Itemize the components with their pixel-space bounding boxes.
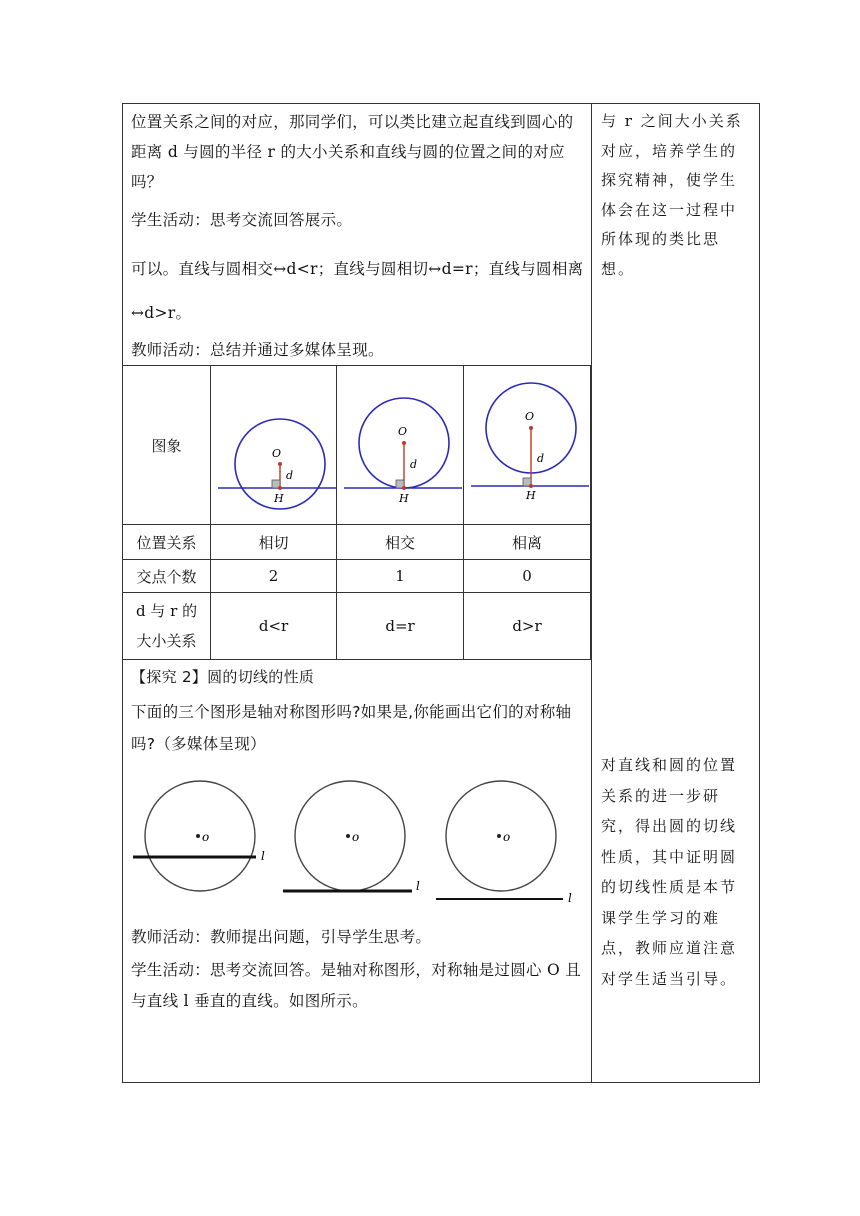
- line-label: l: [568, 891, 572, 905]
- position-comparison-table: [122, 365, 591, 660]
- distance-label: d: [285, 469, 293, 482]
- column-divider: [591, 103, 592, 1083]
- center-point: [346, 834, 350, 838]
- center-label: O: [398, 425, 408, 438]
- student-activity-2: 学生活动：思考交流回答。是轴对称图形，对称轴是过圆心 O 且与直线 l 垂直的直线。如图所示。: [131, 961, 582, 1010]
- relation-cell-3: d>r: [464, 593, 591, 660]
- figure-secant: [133, 781, 265, 891]
- distance-label: d: [537, 452, 545, 465]
- relation-cell-1: d<r: [211, 593, 337, 660]
- tangent-case-figure-3: [465, 368, 589, 518]
- graph-cell-1: [211, 366, 337, 525]
- student-activity-1: 学生活动：思考交流回答展示。: [131, 211, 353, 229]
- foot-label: H: [399, 492, 409, 505]
- foot-point: [278, 486, 282, 490]
- count-cell-2: 1: [337, 560, 464, 593]
- row-header-count: 交点个数: [123, 560, 211, 593]
- row-header-graph: 图象: [123, 366, 211, 525]
- center-label: o: [202, 830, 210, 844]
- foot-point: [402, 486, 406, 490]
- foot-label: H: [526, 489, 536, 502]
- center-point: [196, 834, 200, 838]
- relation-cell-2: d=r: [337, 593, 464, 660]
- center-label: o: [503, 830, 511, 844]
- count-cell-3: 0: [464, 560, 591, 593]
- line-label: l: [261, 849, 265, 863]
- foot-label: H: [273, 492, 284, 505]
- center-label: O: [271, 447, 281, 460]
- line-label: l: [416, 879, 420, 893]
- teacher-activity-1: 教师活动：总结并通过多媒体呈现。: [131, 341, 384, 359]
- center-point: [529, 426, 533, 430]
- side-note-1: 与 r 之间大小关系对应，培养学生的探究精神，使学生体会在这一过程中所体现的类比思想。: [601, 112, 743, 278]
- graph-cell-2: [337, 366, 464, 525]
- position-cell-2: 相交: [337, 525, 464, 560]
- row-header-position: 位置关系: [123, 525, 211, 560]
- section-heading: 【探究 2】圆的切线的性质: [131, 668, 315, 686]
- center-label: O: [525, 410, 535, 423]
- center-label: o: [352, 830, 360, 844]
- position-cell-1: 相切: [211, 525, 337, 560]
- position-cell-3: 相离: [464, 525, 591, 560]
- distance-label: d: [410, 458, 418, 471]
- foot-point: [529, 484, 533, 488]
- center-point: [497, 834, 501, 838]
- side-note-2: 对直线和圆的位置关系的进一步研究，得出圆的切线性质，其中证明圆的切线性质是本节课学生学习的难点，教师应道注意对学生适当引导。: [601, 756, 738, 988]
- teacher-activity-2: 教师活动：教师提出问题，引导学生思考。: [131, 928, 432, 946]
- figure-separate: [436, 781, 572, 905]
- intro-paragraph: 位置关系之间的对应，那同学们，可以类比建立起直线到圆心的距离 d 与圆的半径 r 的大小关系和直线与圆的位置之间的对应吗？: [131, 113, 574, 191]
- figure-tangent: [283, 781, 420, 893]
- graph-cell-3: [464, 366, 591, 525]
- center-point: [402, 441, 406, 445]
- row-header-relation: d 与 r 的大小关系: [123, 593, 211, 660]
- count-cell-1: 2: [211, 560, 337, 593]
- symmetry-figures: [128, 778, 588, 908]
- answer-paragraph: 可以。直线与圆相交↔d<r；直线与圆相切↔d=r；直线与圆相离↔d>r。: [131, 260, 584, 322]
- center-point: [278, 462, 282, 466]
- tangent-case-figure-2: [338, 368, 462, 518]
- question-paragraph: 下面的三个图形是轴对称图形吗?如果是,你能画出它们的对称轴吗?（多媒体呈现）: [131, 703, 572, 753]
- tangent-case-figure-1: [212, 368, 336, 518]
